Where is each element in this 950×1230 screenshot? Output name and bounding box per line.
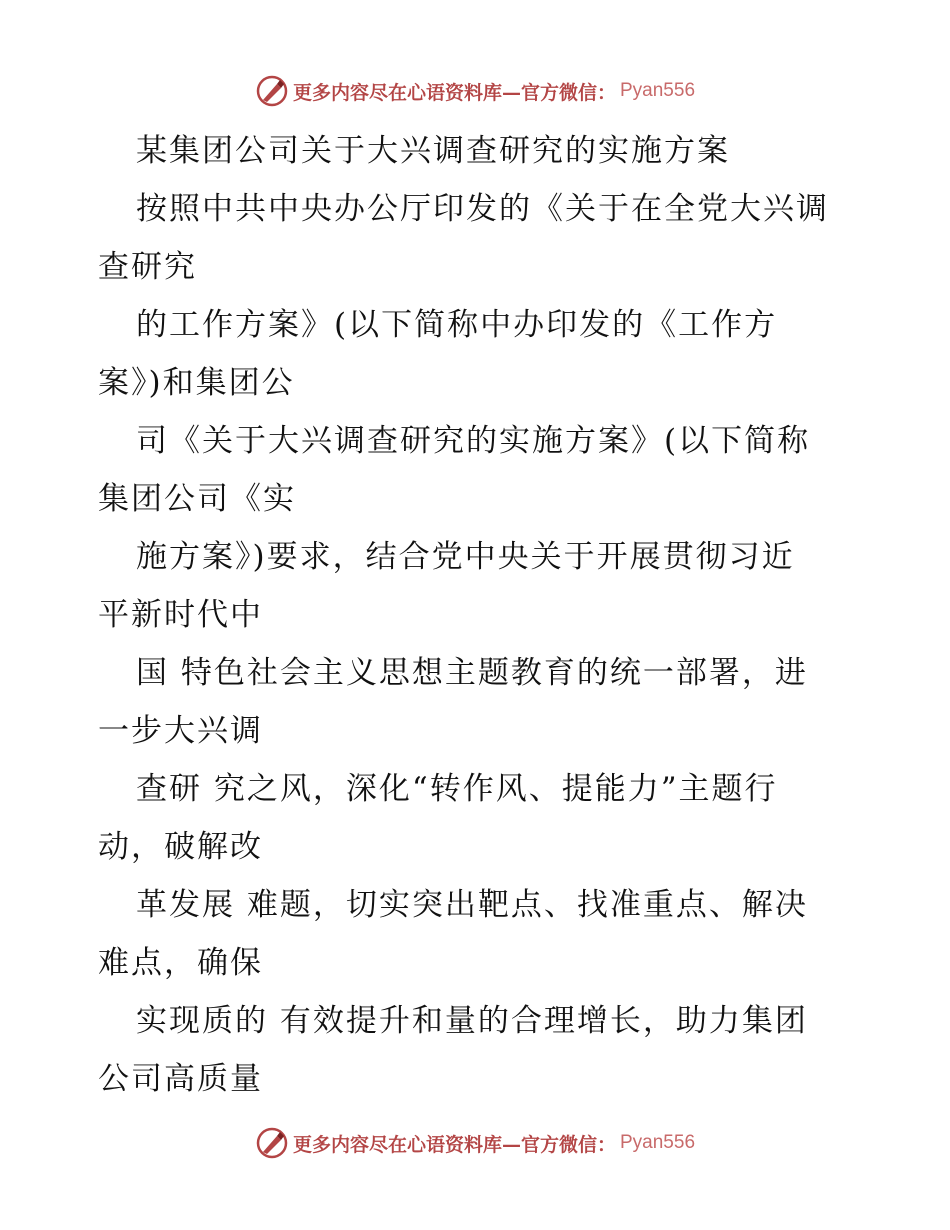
watermark-text: 更多内容尽在心语资料库—官方微信： (292, 81, 616, 104)
watermark-text: 更多内容尽在心语资料库—官方微信： (292, 1133, 616, 1156)
document-line: 集团公司《实 (98, 481, 296, 517)
document-line: 平新时代中 (98, 597, 263, 633)
pen-logo-icon (255, 74, 289, 108)
header-watermark (0, 74, 950, 108)
document-line: 革发展 难题，切实突出靶点、找准重点、解决 (136, 887, 808, 923)
footer-watermark (0, 1126, 950, 1160)
document-line: 国 特色社会主义思想主题教育的统一部署，进 (136, 655, 808, 691)
pen-logo-icon (255, 1126, 289, 1160)
document-line: 的工作方案》(以下简称中办印发的《工作方 (136, 307, 778, 343)
document-line: 查研 究之风，深化“转作风、提能力”主题行 (136, 771, 778, 807)
watermark-wechat-id: Pyan556 (620, 1132, 696, 1153)
document-line: 案》)和集团公 (98, 365, 295, 401)
document-line: 司《关于大兴调查研究的实施方案》(以下简称 (136, 423, 811, 459)
document-line: 某集团公司关于大兴调查研究的实施方案 (136, 133, 730, 169)
document-line: 公司高质量 (98, 1061, 263, 1097)
document-line: 一步大兴调 (98, 713, 263, 749)
document-line: 查研究 (98, 249, 197, 285)
watermark-wechat-id: Pyan556 (620, 80, 696, 101)
document-line: 施方案》)要求，结合党中央关于开展贯彻习近 (136, 539, 795, 575)
document-body (98, 122, 858, 1108)
document-line: 动，破解改 (98, 829, 263, 865)
document-line: 按照中共中央办公厅印发的《关于在全党大兴调 (136, 191, 829, 227)
document-line: 难点，确保 (98, 945, 263, 981)
document-line: 实现质的 有效提升和量的合理增长，助力集团 (136, 1003, 808, 1039)
